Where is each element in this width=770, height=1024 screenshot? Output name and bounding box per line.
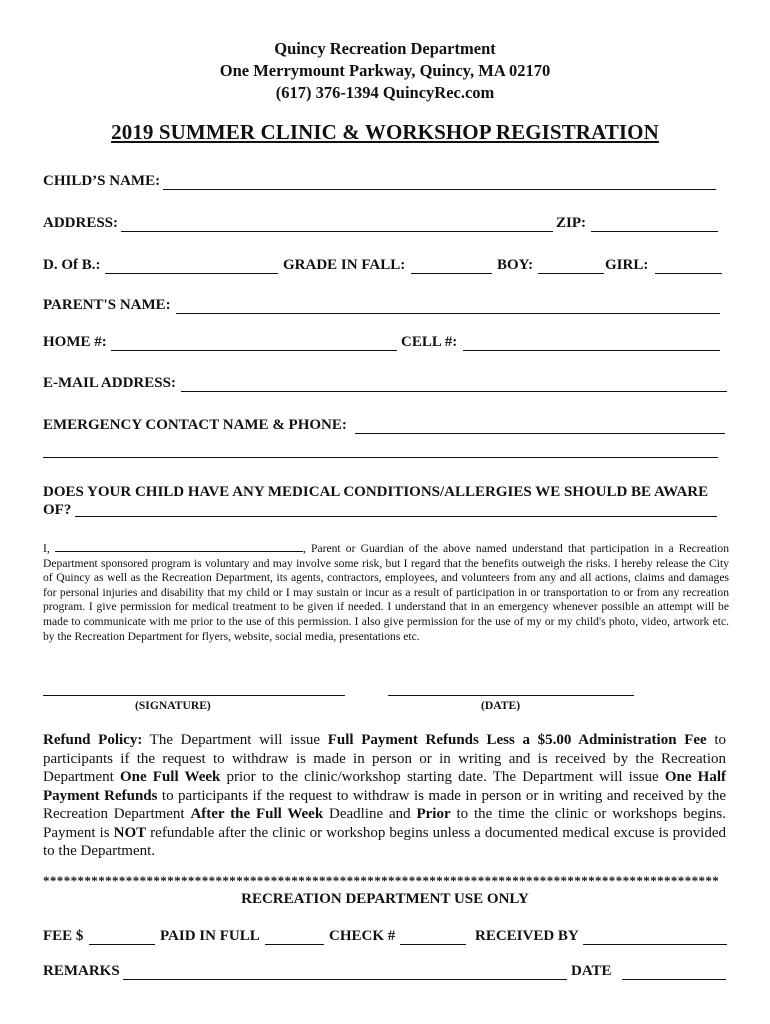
refund-bold-5: Prior <box>416 806 451 822</box>
girl-label: GIRL: <box>605 257 649 273</box>
refund-text-5: Deadline and <box>323 806 417 822</box>
signature-caption: (SIGNATURE) <box>135 699 211 712</box>
fee-label: FEE $ <box>43 928 84 944</box>
dob-label: D. Of B.: <box>43 257 101 273</box>
org-contact: (617) 376-1394 QuincyRec.com <box>275 83 495 102</box>
refund-text-2: to participants if the request to withdraw is made in person or in writing and is received by the Recreation Department <box>43 732 727 785</box>
grade-field[interactable] <box>411 273 492 274</box>
dob-field[interactable] <box>105 273 278 274</box>
waiver-paragraph <box>43 541 729 644</box>
refund-policy <box>43 731 726 861</box>
child-name-field[interactable] <box>163 189 716 190</box>
office-date-label: DATE <box>571 963 612 979</box>
org-name: Quincy Recreation Department <box>274 39 496 58</box>
remarks-field[interactable] <box>123 979 567 980</box>
girl-field[interactable] <box>655 273 722 274</box>
waiver-prefix: I, <box>43 542 50 555</box>
waiver-name-field[interactable] <box>55 541 303 552</box>
medical-conditions-field[interactable] <box>75 516 717 517</box>
signature-field[interactable] <box>43 695 345 696</box>
home-phone-label: HOME #: <box>43 334 107 350</box>
address-field[interactable] <box>121 231 553 232</box>
email-field[interactable] <box>181 391 727 392</box>
signature-date-field[interactable] <box>388 695 634 696</box>
refund-text-1: The Department will issue <box>142 732 328 748</box>
emergency-contact-field-line2[interactable] <box>43 457 718 458</box>
boy-field[interactable] <box>538 273 604 274</box>
refund-bold-3: One Half Payment Refunds <box>43 769 726 804</box>
refund-policy-label: Refund Policy: <box>43 732 143 748</box>
refund-text-7: refundable after the clinic or workshop begins unless a documented medical excuse is provided to the Department. <box>43 824 726 859</box>
paid-in-full-label: PAID IN FULL <box>160 928 260 944</box>
received-by-field[interactable] <box>583 944 727 945</box>
refund-text-4: to participants if the request to withdraw is made in person or in writing and received by the Recreation Department <box>43 787 726 822</box>
cell-phone-label: CELL #: <box>401 334 458 350</box>
fee-field[interactable] <box>89 944 155 945</box>
check-label: CHECK # <box>329 928 396 944</box>
refund-bold-4: After the Full Week <box>190 806 324 822</box>
boy-label: BOY: <box>497 257 534 273</box>
refund-text-6: to the time the clinic or workshops begins. Payment is <box>43 806 726 841</box>
remarks-label: REMARKS <box>43 963 120 979</box>
refund-bold-2: One Full Week <box>119 769 221 785</box>
refund-bold-6: NOT <box>113 824 147 841</box>
medical-question-cont: OF? <box>43 502 72 518</box>
office-date-field[interactable] <box>622 979 726 980</box>
address-label: ADDRESS: <box>43 215 119 231</box>
signature-date-caption: (DATE) <box>481 699 521 712</box>
paid-in-full-field[interactable] <box>265 944 324 945</box>
refund-bold-1: Full Payment Refunds Less a $5.00 Administration Fee <box>327 732 707 748</box>
org-address: One Merrymount Parkway, Quincy, MA 02170 <box>219 61 551 80</box>
emergency-contact-label: EMERGENCY CONTACT NAME & PHONE: <box>43 417 347 433</box>
divider-stars: ************************************************************************************************** <box>43 873 720 888</box>
parent-name-label: PARENT'S NAME: <box>43 297 171 313</box>
form-title: 2019 SUMMER CLINIC & WORKSHOP REGISTRATION <box>111 120 659 144</box>
check-field[interactable] <box>400 944 466 945</box>
refund-text-3: prior to the clinic/workshop starting date. The Department will issue <box>220 769 665 785</box>
emergency-contact-field[interactable] <box>355 433 725 434</box>
cell-phone-field[interactable] <box>463 350 720 351</box>
waiver-text: , Parent or Guardian of the above named understand that participation in a Recreation Department sponsored program is voluntary and may involve some risk, but I regard that the benefits outweigh the risks. I hereby release the City of Quincy as well as the Recreation Department, its agents, contractors, employees, and volunteers from any and all actions, claims and damages for personal injuries and disability that my child or I may sustain or incur as a result of participation in or transportation to or from any recreation program. I give permission for medical treatment to be given if needed. I understand that in an emergency whenever possible an attempt will be made to communicate with me prior to the use of this permission. I also give permission for the use of my or my child's photo, video, artwork etc. by the Recreation Department for flyers, website, social media, presentations etc. <box>43 542 729 643</box>
home-phone-field[interactable] <box>111 350 397 351</box>
child-name-label: CHILD’S NAME: <box>43 173 161 189</box>
received-by-label: RECEIVED BY <box>475 928 579 944</box>
zip-label: ZIP: <box>556 215 586 231</box>
grade-label: GRADE IN FALL: <box>283 257 406 273</box>
medical-question: DOES YOUR CHILD HAVE ANY MEDICAL CONDITIONS/ALLERGIES WE SHOULD BE AWARE <box>43 484 709 500</box>
email-label: E-MAIL ADDRESS: <box>43 375 176 391</box>
zip-field[interactable] <box>591 231 718 232</box>
office-use-heading: RECREATION DEPARTMENT USE ONLY <box>241 891 529 907</box>
parent-name-field[interactable] <box>176 313 720 314</box>
